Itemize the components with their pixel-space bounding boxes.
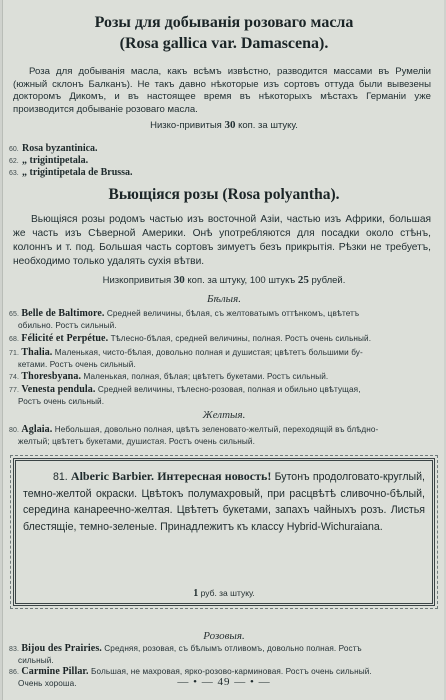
list-item: 80. Aglaia. Небольшая, довольно полная, цвѣтъ зеленовато-желтый, переходящій въ блѣдно- желтый; цвѣтетъ букетами, душистая. Ростъ очень сильный. <box>9 424 379 446</box>
featured-description: 81. Alberic Barbier. Интересная новость! Бутонъ продолговато-круглый, темно-желтой окраски. Цвѣтокъ полумахровый, при расцвѣтѣ сливочно-бѣлый, середина канареечно-желтая. Цвѣтетъ букетами, запахъ чайныхъ розъ. Листья блестящіе, темно-зеленые. Принадлежитъ къ классу Hybrid-Wichuraiana. <box>23 469 425 533</box>
category-heading-white: Бѣлыя. <box>207 293 241 305</box>
intro-paragraph: Вьющіяся розы родомъ частью изъ восточной Азіи, частью изъ Африки, большая же часть изъ Сѣверной Америки. Онѣ употребляются для посадки около стѣнъ, колоннъ и т. под. Большая часть сортовъ зимуетъ безъ прикрытія. Рѣзки не требуетъ, необходимо только удалять сухія вѣтви. <box>13 214 431 267</box>
list-item: 77. Venesta pendula. Средней величины, тѣлесно-розовая, полная и обильно цвѣтущая, Ростъ очень сильный. <box>9 384 361 406</box>
catalog-page <box>2 0 444 700</box>
section-subtitle-latin: (Rosa gallica var. Damascena). <box>119 35 329 52</box>
section-title-climbing-roses: Вьющіяся розы (Rosa polyantha). <box>108 186 340 203</box>
page-number: — • — 49 — • — <box>177 676 271 688</box>
list-item: 71. Thalia. Маленькая, чисто-бѣлая, довольно полная и душистая; цвѣтетъ большими бу- кетами. Ростъ очень сильный. <box>9 347 363 369</box>
price-line: Низкопривитыя 30 коп. за штуку, 100 штукъ 25 рублей. <box>102 274 346 286</box>
list-item: 86. Carmine Pillar. Большая, не махровая, ярко-розово-карминовая. Ростъ очень сильный. Очень хороша. <box>9 666 372 688</box>
intro-paragraph: Роза для добыванія масла, какъ всѣмъ извѣстно, разводится массами въ Румеліи (южный склонъ Балканъ). Не такъ давно нѣкоторые изъ сортовъ оттуда были вывезены докторомъ Дикомъ, и въ настоящее время въ нѣкоторыхъ мѣстахъ Германіи уже производится добываніе розоваго масла. <box>13 66 431 115</box>
list-item: 60. Rosa byzantinica. <box>9 143 98 154</box>
category-heading-yellow: Желтыя. <box>202 409 246 421</box>
rose-oil-list <box>9 143 309 179</box>
list-item: 68. Félicité et Perpétue. Тѣлесно-бѣлая, средней величины, полная. Ростъ очень сильный. <box>9 333 372 344</box>
list-item: 65. Belle de Baltimore. Средней величины, бѣлая, съ желтоватымъ оттѣнкомъ, цвѣтетъ обильно. Ростъ сильный. <box>9 308 360 330</box>
list-item: 83. Bijou des Prairies. Средняя, розовая, съ бѣлымъ отливомъ, довольно полная. Ростъ сильный. <box>9 643 362 665</box>
price-line: Низко-привитыя 30 коп. за штуку. <box>150 119 298 131</box>
list-item: 62. „ trigintipetala. <box>9 155 89 166</box>
section-title-rose-oil: Розы для добыванія розоваго масла <box>94 14 354 31</box>
category-heading-pink: Розовыя. <box>203 630 245 642</box>
featured-price: 1 руб. за штуку. <box>193 588 255 599</box>
list-item: 74. Thoresbyana. Маленькая, полная, бѣлая; цвѣтетъ букетами. Ростъ сильный. <box>9 371 329 382</box>
list-item: 63. „ trigintipetala de Brussa. <box>9 167 133 178</box>
